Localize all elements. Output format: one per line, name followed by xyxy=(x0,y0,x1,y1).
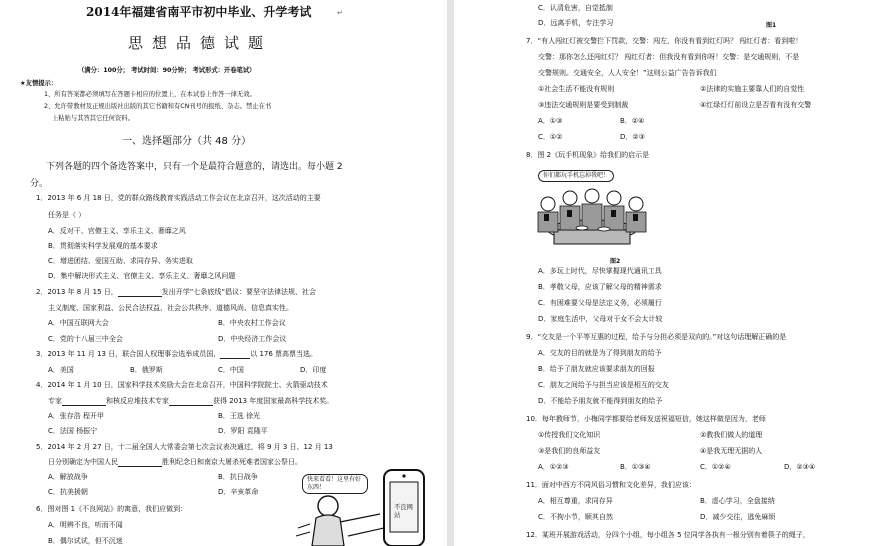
option-c: C．①②④ xyxy=(700,463,731,471)
question-5: 5．2014 年 2 月 27 日，十二届全国人大常委会第七次会议表决通过，将 9 月 3 日、12 月 13 xyxy=(36,443,333,451)
question-3-text-end: 以 176 票高票当选。 xyxy=(250,350,318,358)
option-d: D．集中解决形式主义、官僚主义、享乐主义、奢靡之风问题 xyxy=(48,272,236,280)
question-2-post: 发出开学“七条底线”倡议：要坚守法律法规、社会 xyxy=(161,288,317,296)
option-d: D．②③ xyxy=(620,133,645,141)
option-d: D．远离手机，专注学习 xyxy=(538,19,614,27)
option-d: D．印度 xyxy=(300,366,327,374)
option-c: C．中国 xyxy=(218,366,244,374)
option-c: C．认清危害，自觉抵制 xyxy=(538,4,613,12)
option-b: B．孝敬父母，应该了解父母的精神需求 xyxy=(538,283,662,291)
statement-2: ②教我们做人的道理 xyxy=(700,431,763,439)
question-11: 11．面对中西方不同风俗习惯和文化差异，我们应该： xyxy=(526,481,696,489)
option-d: D．罗阳 袁隆平 xyxy=(218,427,268,435)
option-b: B．偶尔试试，但不沉迷 xyxy=(48,537,123,545)
question-2-pre: 2．2013 年 8 月 15 日， xyxy=(36,288,118,296)
statement-3: ③是我们的良师益友 xyxy=(538,447,601,455)
exam-meta: （满分：100分； 考试时间：90分钟； 考试形式：开卷笔试） xyxy=(78,67,256,74)
option-a: A．多玩上时代，尽快掌握现代通讯工具 xyxy=(538,267,662,275)
figure-1-caption: 图1 xyxy=(766,22,777,29)
option-b: B．虚心学习，全盘接纳 xyxy=(700,497,775,505)
figure-2-caption: 图2 xyxy=(610,258,621,265)
option-b: B．②④ xyxy=(620,117,645,125)
question-4-seg: 获得 2013 年度国家最高科学技术奖。 xyxy=(213,397,334,405)
answer-blank xyxy=(62,398,106,406)
option-d: D．辛亥革命 xyxy=(218,488,259,496)
notice-line: 2、允许带教材及正规出版社出版的其它书籍和有CN刊号的报纸、杂志。禁止在书 xyxy=(44,103,272,110)
notice-line: 1、所有答案都必须填写在答题卡相应的位置上，在本试卷上作答一律无效。 xyxy=(44,91,256,98)
answer-blank xyxy=(118,459,162,467)
option-c: C．法国 杨振宁 xyxy=(48,427,98,435)
option-d: D．减少交往，逃免麻烦 xyxy=(700,513,776,521)
question-4-seg: 和核反应堆技术专家 xyxy=(106,397,169,405)
option-a: A．美国 xyxy=(48,366,74,374)
option-c: C．不拘小节，顺其自然 xyxy=(538,513,613,521)
question-7-cont: 交警规则。交通安全，人人安全！”这则公益广告告诉我们 xyxy=(538,69,717,77)
section-heading: 一、选择题部分（共 48 分） xyxy=(122,136,252,147)
option-a: A．中国互联网大会 xyxy=(48,319,109,327)
option-c: C．党的十八届三中全会 xyxy=(48,335,123,343)
option-b: B．俄罗斯 xyxy=(130,366,163,374)
option-a: A．解放战争 xyxy=(48,473,88,481)
question-1-cont: 任务是（ ） xyxy=(48,211,86,219)
option-c: C．有困难要父母是法定义务，必须履行 xyxy=(538,299,662,307)
answer-blank xyxy=(118,289,162,297)
cartoon-speech-bubble: 你们都玩手机忘掉我吧！ xyxy=(538,170,614,182)
question-4: 4．2014 年 1 月 10 日，国家科学技术奖励大会在北京召开，中国科学院院士、火箭驱动技术 xyxy=(36,381,328,389)
statement-3: ③违法交通规则是要受到制裁 xyxy=(538,101,629,109)
option-a: A．反对干、官僚主义、享乐主义、奢靡之风 xyxy=(48,227,186,235)
cartoon-phone-sign: 不良网站 xyxy=(394,504,413,519)
question-3-text: 3．2013 年 11 月 13 日，联合国人权理事会选举成员国， xyxy=(36,350,221,358)
option-c: C．朋友之间给予与担当应该是相互的交友 xyxy=(538,381,669,389)
instruction-line: 下列各题的四个备选答案中，只有一个是最符合题意的，请选出。每小题 2 xyxy=(46,162,343,172)
question-10: 10．每年教师节，小梅同学都要给老师发送祝福短信，她这样做是因为，老师 xyxy=(526,415,766,423)
option-b: B．王选 徐光 xyxy=(218,412,261,420)
question-2-cont: 主义制度、国家利益、公民合法权益、社会公共秩序、道德风尚、信息真实性。 xyxy=(48,304,293,312)
statement-1: ①社会生活不能没有规则 xyxy=(538,85,615,93)
option-c: C．增进团结、爱国互助、求同存异、务实进取 xyxy=(48,257,193,265)
question-5-seg: 日分别确定为中国人民 xyxy=(48,458,118,466)
option-a: A．交友的目的就是为了得到朋友的给予 xyxy=(538,349,662,357)
question-6: 6．图对图 1《不良网站》的寓意，我们应做到： xyxy=(36,505,188,513)
option-a: A．张存浩 程开甲 xyxy=(48,412,105,420)
question-5-seg: 胜利纪念日和南京大屠杀死难者国家公祭日。 xyxy=(162,458,302,466)
option-d: D．中央经济工作会议 xyxy=(218,335,287,343)
question-3 xyxy=(36,349,317,359)
question-5-cont xyxy=(48,457,302,467)
question-7: 7．“有人闯红灯被交警拦下罚款，交警：闯左，你没有看到红灯吗？ 闯红灯者：看到啦！ xyxy=(526,37,803,45)
option-c: C．抗美援朝 xyxy=(48,488,88,496)
exam-page-right xyxy=(454,0,896,546)
exam-title: 2014年福建省南平市初中毕业、升学考试 xyxy=(86,5,312,19)
option-d: D．不能给予朋友就不能得到朋友的给予 xyxy=(538,397,663,405)
option-a: A．明辨不良，听而不闻 xyxy=(48,521,123,529)
statement-2: ②法律的实施主要靠人们的自觉性 xyxy=(700,85,805,93)
question-4-cont xyxy=(48,396,333,406)
question-9: 9．“交友是一个平等互惠的过程，给予与分担必须是双向的。”对这句话理解正确的是 xyxy=(526,333,787,341)
question-4-seg: 专家 xyxy=(48,397,62,405)
answer-blank xyxy=(169,398,213,406)
option-d: D．家庭生活中，父母对于女不会太计较 xyxy=(538,315,663,323)
exam-page-left xyxy=(0,0,447,546)
question-8: 8．图 2《玩手机现象》给我们的启示是 xyxy=(526,151,650,159)
statement-4: ④红绿灯灯前设立是否看有没有交警 xyxy=(700,101,812,109)
return-mark: ↵ xyxy=(337,9,343,17)
option-c: C．①② xyxy=(538,133,563,141)
question-7-cont: 交警：那你怎么还闯红灯？ 闯红灯者：但我没有看到你呀！交警：是交通规则，不是 xyxy=(538,53,800,61)
statement-1: ①传授我们文化知识 xyxy=(538,431,601,439)
subject-title: 思想品德试题 xyxy=(128,34,273,52)
question-2 xyxy=(36,287,316,297)
option-a: A．①③ xyxy=(538,117,563,125)
option-b: B．抗日战争 xyxy=(218,473,258,481)
statement-4: ④是我无理无据的人 xyxy=(700,447,763,455)
cartoon-speech-bubble: 快来看看！这里有好东西！ xyxy=(302,474,368,494)
option-b: B．贯彻落实科学发展观的基本要求 xyxy=(48,242,158,250)
instruction-line: 分。 xyxy=(30,179,49,189)
option-b: B．给予了朋友就应该要求朋友的回报 xyxy=(538,365,655,373)
answer-blank xyxy=(220,351,250,359)
option-b: B．中央农村工作会议 xyxy=(218,319,286,327)
notice-title: ★友情提示： xyxy=(20,80,58,87)
question-1: 1．2013 年 6 月 18 日，党的群众路线教育实践活动工作会议在北京召开，这次活动的主要 xyxy=(36,194,321,202)
option-b: B．①③④ xyxy=(620,463,651,471)
option-d: D．②③④ xyxy=(784,463,816,471)
option-a: A．相互尊重，求同存异 xyxy=(538,497,613,505)
option-a: A．①②③ xyxy=(538,463,569,471)
notice-line: 上粘贴与其答其它任何资料。 xyxy=(52,115,134,122)
question-12: 12．某班开展游戏活动，分四个小组，每小组各 5 位同学各执有一根分别有着筷子的绳子， xyxy=(526,531,810,539)
